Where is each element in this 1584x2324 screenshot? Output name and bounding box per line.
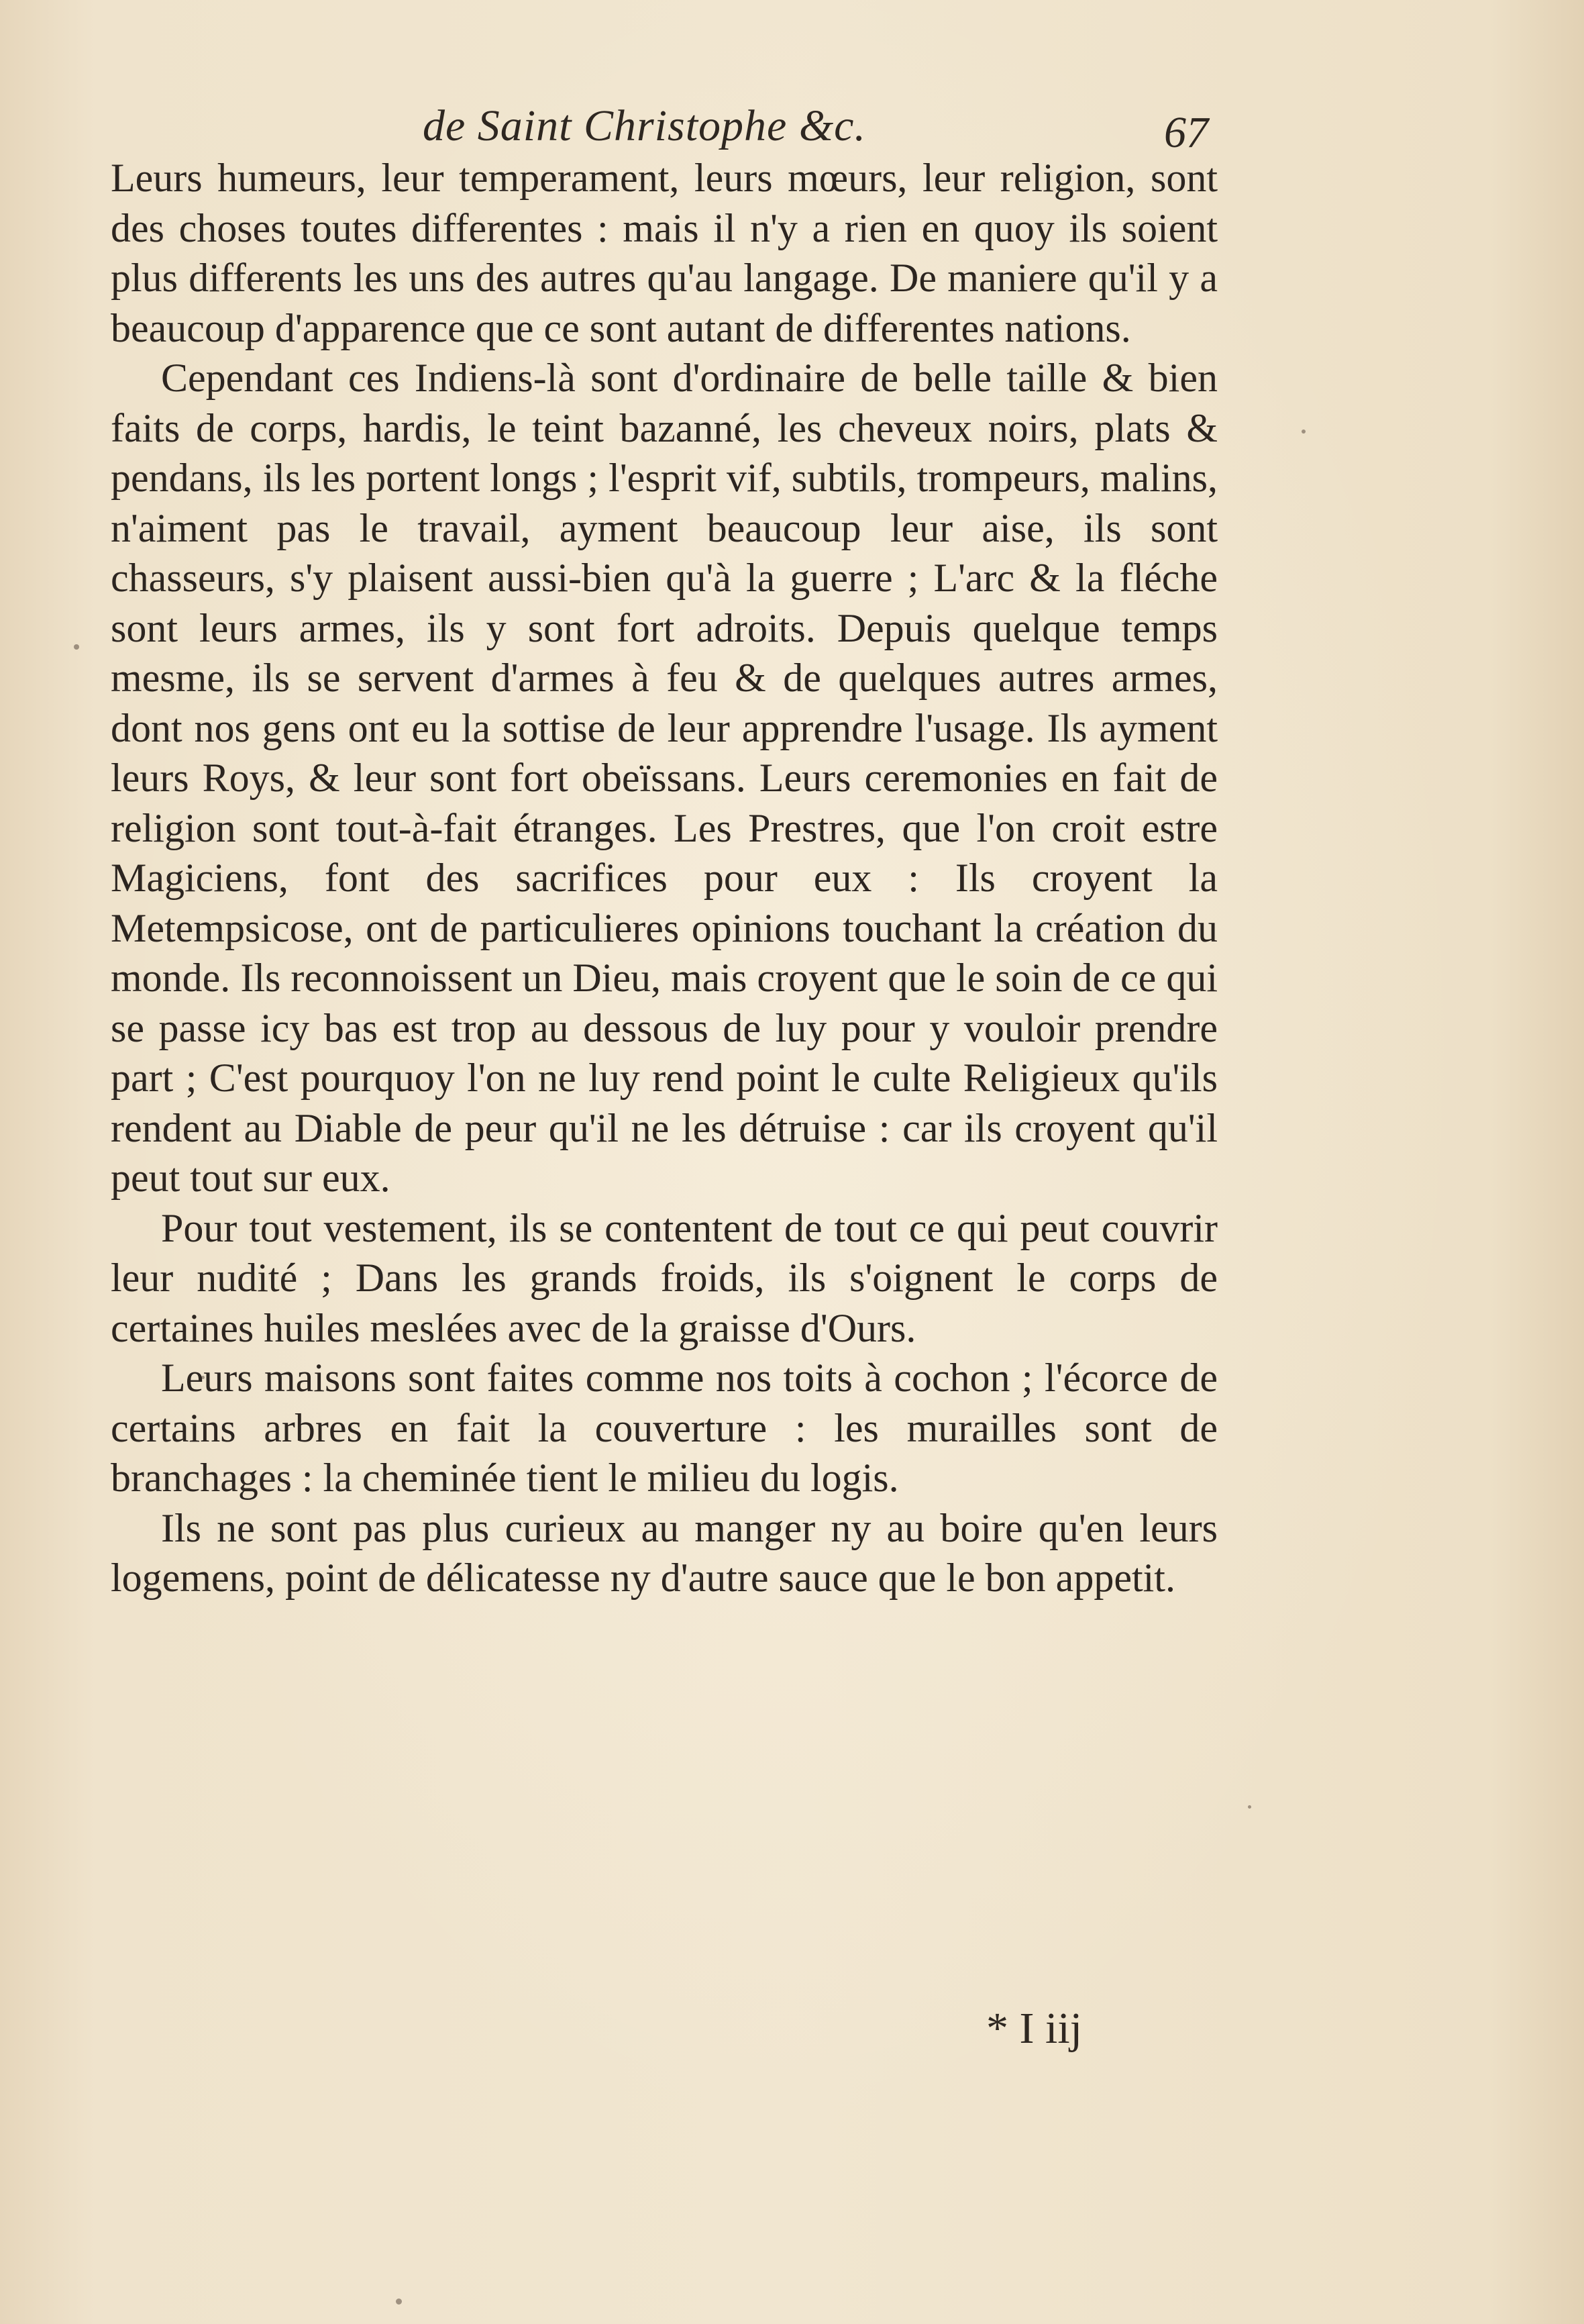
body-text (111, 153, 1218, 1603)
paper-speck (201, 1376, 205, 1379)
paragraph-2: Cependant ces Indiens-là sont d'ordinaire de belle taille & bien faits de corps, hardis, le teint bazanné, les cheveux noirs, plats & pendans, ils les portent longs ; l'esprit vif, subtils, trompeurs, malins, n'aiment pas le travail, ayment beaucoup leur aise, ils sont chasseurs, s'y plaisent aussi-bien qu'à la guerre ; L'arc & la fléche sont leurs armes, ils y sont fort adroits. Depuis quelque temps mesme, ils se servent d'armes à feu & de quelques autres armes, dont nos gens ont eu la sottise de leur apprendre l'usage. Ils ayment leurs Roys, & leur sont fort obeïssans. Leurs ceremonies en fait de religion sont tout-à-fait étranges. Les Prestres, que l'on croit estre Magiciens, font des sacrifices pour eux : Ils croyent la Metempsicose, ont de particulieres opinions touchant la création du monde. Ils reconnoissent un Dieu, mais croyent que le soin de ce qui se passe icy bas est trop au dessous de luy pour y vouloir prendre part ; C'est pourquoy l'on ne luy rend point le culte Religieux qu'ils rendent au Diable de peur qu'il ne les détruise : car ils croyent qu'il peut tout sur eux. (111, 356, 1218, 1200)
paper-speck (1302, 430, 1306, 434)
paragraph-5: Ils ne sont pas plus curieux au manger ny au boire qu'en leurs logemens, point de délicatesse ny d'autre sauce que le bon appetit. (111, 1505, 1218, 1600)
paper-speck (74, 644, 79, 650)
paper-speck (1248, 1805, 1251, 1809)
paper-speck (396, 2298, 402, 2305)
paragraph-3: Pour tout vestement, ils se contentent de tout ce qui peut couvrir leur nudité ; Dans les grands froids, ils s'oignent le corps de certaines huiles meslées avec de la graisse d'Ours. (111, 1205, 1218, 1350)
signature-mark: * I iij (986, 2004, 1082, 2053)
paragraph-4: Leurs maisons sont faites comme nos toits à cochon ; l'écorce de certains arbres en fait la couverture : les murailles sont de branchages : la cheminée tient le milieu du logis. (111, 1356, 1218, 1500)
running-title: de Saint Christophe &c. (423, 101, 866, 150)
page-number: 67 (1164, 108, 1208, 157)
paragraph-1: Leurs humeurs, leur temperament, leurs mœurs, leur religion, sont des choses toutes differentes : mais il n'y a rien en quoy ils soient plus differents les uns des autres qu'au langage. De maniere qu'il y a beaucoup d'apparence que ce sont autant de differentes nations. (111, 156, 1218, 350)
